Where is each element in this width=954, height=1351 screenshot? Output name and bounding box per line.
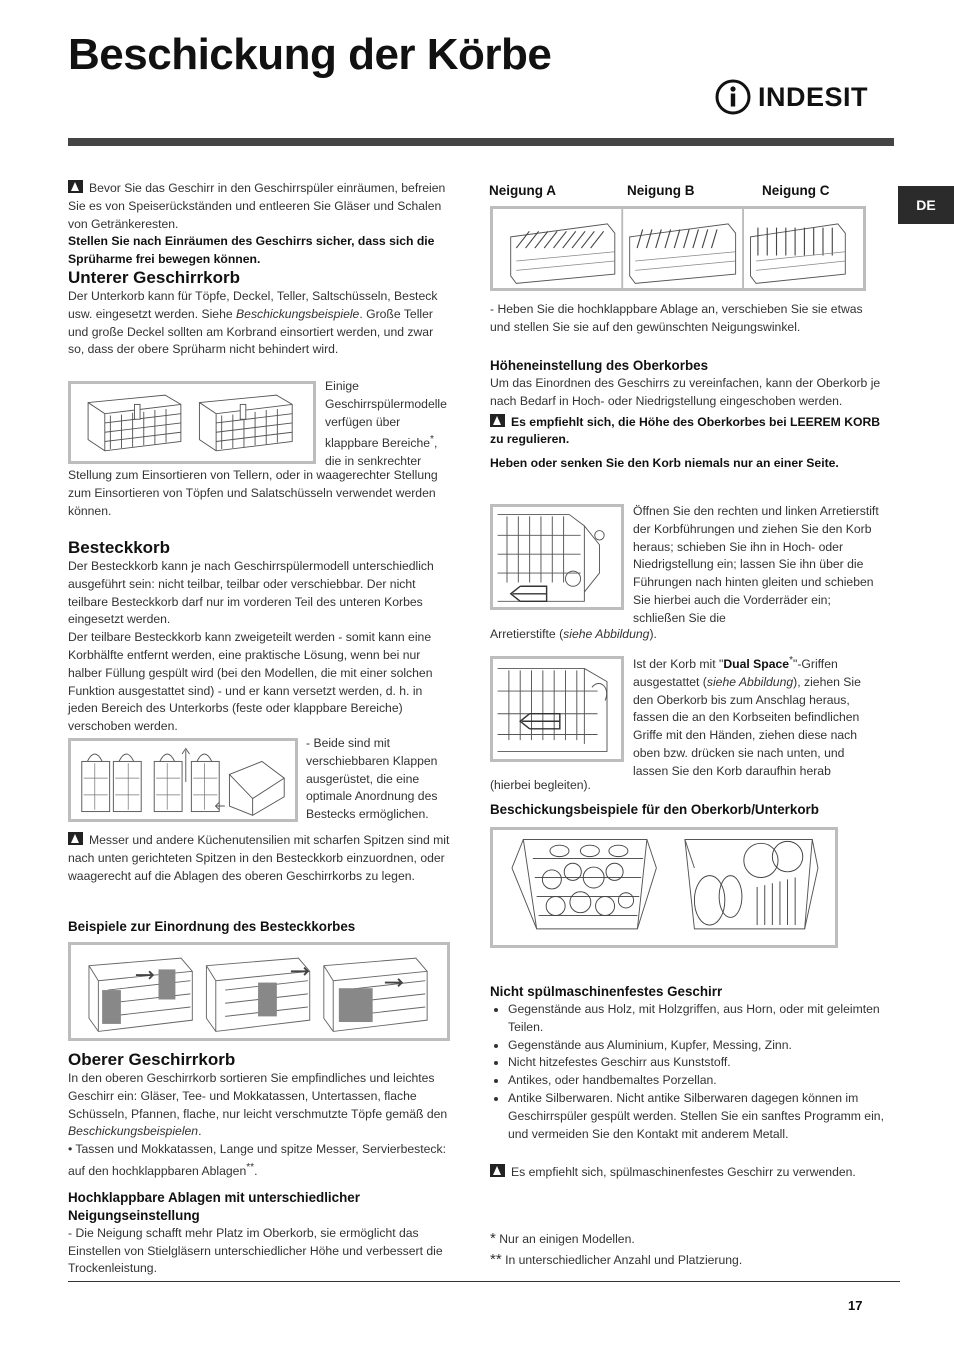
footnote2-text: In unterschiedlicher Anzahl und Platzierung.: [505, 1252, 743, 1267]
indesit-logo: [714, 78, 868, 116]
nicht-warn: [490, 1164, 890, 1182]
oberer-text: In den oberen Geschirrkorb sortieren Sie empfindliches und leichtes Geschirr ein: Gläser, Tee- und Mokkatassen, Untertassen, flache Schüsseln, Pfannen, flache, nur leicht verschmutzte Töpfe gemäß den: [68, 1071, 448, 1121]
footnotes: [490, 1230, 890, 1270]
besteck-text2: Der teilbare Besteckkorb kann zweigeteilt werden - somit kann eine Korbhälfte entfernt werden, eine praktische Lösung, wenn bei nur halber Füllung gespült wird (bei den Modellen, die mit einer solchen Funktion ausgestattet sind) - und er kann versetzt werden, d. h. in jeden Bereich des Unterkorbs (feste oder klappbare Bereiche) verschoben werden.: [68, 630, 433, 734]
oberer-bullet: • Tassen und Mokkatassen, Lange und spitze Messer, Servierbesteck: auf den hochklappbaren Ablagen: [68, 1142, 446, 1179]
besteck-examples-figure: [68, 942, 450, 1041]
unterer-heading: Unterer Geschirrkorb: [68, 268, 240, 287]
oberer-text-italic: Beschickungsbeispielen: [68, 1124, 199, 1139]
hoehe-side2-mark: *: [789, 655, 794, 666]
hoehe-side2-c: ), ziehen Sie den Oberkorb bis zum Anschlag heraus, fassen die an den Korbseiten befindlichen Griffe mit den Händen, ziehen diese nach oben bzw. drücken sie nach unten, und lassen Sie den Korb daraufhin herab: [633, 674, 861, 778]
brand-name: INDESIT: [758, 81, 869, 112]
besteckkorb-drawing: [71, 741, 295, 819]
oberer-section: [68, 1050, 452, 1278]
neigung-drawing: [493, 209, 863, 288]
unterer-side-end: , die in senkrechter: [325, 436, 438, 469]
language-tab: DE: [898, 186, 954, 224]
arretierstift-figure: [490, 504, 624, 610]
nicht-heading: Nicht spülmaschinenfestes Geschirr: [490, 984, 723, 999]
unterer-text-italic: Beschickungsbeispiele: [236, 306, 360, 321]
hoehe-text: Um das Einordnen des Geschirrs zu vereinfachen, kann der Oberkorb je nach Bedarf in Hoch- oder Niedrigstellung eingeschoben werden.: [490, 376, 881, 408]
neigung-b-label: Neigung B: [627, 183, 695, 198]
oberer-heading: Oberer Geschirrkorb: [68, 1050, 236, 1069]
ablagen-text: - Die Neigung schafft mehr Platz im Oberkorb, sie ermöglicht das Einstellen von Stielgläsern unterschiedlicher Höhe und verbessert die Trockenleistung.: [68, 1225, 443, 1276]
besteck-side-text: - Beide sind mit verschiebbaren Klappen ausgerüstet, die eine optimale Anordnung des Bestecks ermöglichen.: [306, 736, 438, 822]
page-title: Beschickung der Körbe: [68, 30, 552, 79]
hoehe-side2-italic: siehe Abbildung: [706, 674, 794, 689]
ablagen-heading: Hochklappbare Ablagen mit unterschiedlicher Neigungseinstellung: [68, 1189, 360, 1223]
oberer-bullet-end: .: [254, 1164, 258, 1179]
dual-space-drawing: [493, 659, 621, 759]
intro-bold: Stellen Sie nach Einräumen des Geschirrs sicher, dass sich die Sprüharme frei bewegen können.: [68, 234, 435, 267]
beispiele-drawing: [493, 830, 835, 945]
list-item: • Nicht hitzefestes Geschirr aus Kunststoff.: [508, 1054, 890, 1072]
warning-icon: [68, 180, 83, 193]
intro-block: [68, 180, 452, 269]
hoehe-cont1-text: Arretierstifte (: [490, 627, 564, 641]
besteck-examples-drawing: [71, 945, 447, 1038]
hoehe-cont1: [490, 626, 884, 644]
unterkorb-drawing: [71, 384, 313, 461]
neigung-a-label: Neigung A: [489, 183, 556, 198]
footnote1-text: Nur an einigen Modellen.: [499, 1232, 635, 1246]
hoehe-heading: Höheneinstellung des Oberkorbes: [490, 358, 709, 373]
hoehe-side2-b: "-Griffen ausgestattet (: [633, 657, 838, 689]
besteck-examples: [68, 918, 452, 936]
header-rule: [68, 138, 894, 146]
unterer-side-text: Einige Geschirrspülermodelle verfügen über klappbare Bereiche: [325, 379, 447, 451]
intro-text: Bevor Sie das Geschirr in den Geschirrspüler einräumen, befreien Sie es von Speiserückständen und entleeren Sie Gläser und Schalen von Getränkeresten.: [68, 181, 446, 231]
neigung-text-block: [490, 301, 884, 337]
neigung-figure: [490, 206, 866, 291]
nicht-section: [490, 983, 890, 1143]
footer-rule: [68, 1281, 900, 1282]
unterer-section: [68, 268, 452, 359]
hoehe-warn-bold: Es empfiehlt sich, die Höhe des Oberkorbes bei LEEREM KORB zu regulieren.: [490, 414, 881, 447]
arretierstift-drawing: [493, 507, 621, 607]
footnote1-mark: *: [490, 1230, 496, 1247]
unterer-text: Der Unterkorb kann für Töpfe, Deckel, Teller, Saltschüsseln, Besteck usw. eingesetzt werden. Siehe: [68, 289, 438, 321]
besteck-warn-text: Messer und andere Küchenutensilien mit scharfen Spitzen sind mit nach unten gerichteten Spitzen in den Besteckkorb einzuordnen, oder waagerecht auf die Ablagen des oberen Geschirrkorbs zu legen.: [68, 833, 450, 883]
oberer-bullet-mark: **: [246, 1161, 255, 1173]
oberer-text-end: .: [198, 1124, 202, 1139]
dual-space-figure: [490, 656, 624, 762]
unterer-text-end: . Große Teller und große Deckel sollten am Korbrand einsortiert werden, und zwar so, dass der obere Sprüharm nicht behindert wird.: [68, 306, 434, 357]
footnote2-mark: **: [490, 1250, 502, 1268]
warning-icon: [490, 1164, 505, 1177]
nicht-warn-text: Es empfiehlt sich, spülmaschinenfestes Geschirr zu verwenden.: [511, 1165, 856, 1179]
unterer-cont: [68, 467, 452, 520]
unterer-side: Einige Geschirrspülermodelle verfügen über klappbare Bereiche*, die in senkrechter: [325, 379, 447, 469]
list-item: • Gegenstände aus Holz, mit Holzgriffen, aus Horn, oder mit geleimten Teilen.: [508, 1001, 890, 1037]
neigung-text: - Heben Sie die hochklappbare Ablage an, verschieben Sie sie etwas und stellen Sie sie auf den gewünschten Neigungswinkel.: [490, 302, 863, 334]
hoehe-cont2-text: (hierbei begleiten).: [490, 778, 591, 792]
hoehe-side1-text: Öffnen Sie den rechten und linken Arretierstift der Korbführungen und ziehen Sie den Korb heraus; schieben Sie ihn in Hoch- oder Niedrigstellung ein; lassen Sie ihn über die Führungen nach hinten gleiten und schieben Sie hierbei auch die Vorderräder ein; schließen Sie die: [633, 504, 879, 625]
beispiele-heading: Beschickungsbeispiele für den Oberkorb/Unterkorb: [490, 802, 819, 817]
warning-icon: [68, 832, 83, 845]
beispiele-figure: [490, 827, 838, 948]
besteck-section: [68, 538, 452, 736]
nicht-list: [490, 1001, 890, 1143]
unterer-cont-text: Stellung zum Einsortieren von Tellern, oder in waagerechter Stellung zum Einsortieren von Töpfen und Salatschüsseln verwendet werden können.: [68, 468, 438, 518]
beispiele-section: [490, 801, 900, 819]
besteckkorb-figure: [68, 738, 298, 822]
warning-icon: [490, 414, 505, 427]
hoehe-cont1-italic: siehe Abbildung: [563, 627, 650, 641]
besteck-heading: Besteckkorb: [68, 538, 171, 557]
hoehe-cont2: [490, 777, 884, 795]
hoehe-bold2: Heben oder senken Sie den Korb niemals nur an einer Seite.: [490, 456, 839, 471]
list-item: • Gegenstände aus Aluminium, Kupfer, Messing, Zinn.: [508, 1037, 890, 1055]
list-item: • Antikes, oder handbemaltes Porzellan.: [508, 1072, 890, 1090]
besteck-warn: [68, 832, 452, 885]
hoehe-side1: [633, 503, 883, 628]
hoehe-side2-a: Ist der Korb mit ": [633, 657, 724, 672]
hoehe-cont1-end: ).: [649, 627, 657, 641]
list-item: • Antike Silberwaren. Nicht antike Silberwaren dagegen können im Geschirrspüler gespült werden. Stellen Sie ein sanftes Programm ein, und vermeiden Sie den Kontakt mit anderem Metall.: [508, 1090, 890, 1143]
indesit-logo-icon: [714, 78, 752, 116]
page-number: 17: [848, 1298, 863, 1313]
neigung-c-label: Neigung C: [762, 183, 830, 198]
dual-space-label: Dual Space: [723, 657, 790, 672]
besteck-side: [306, 735, 456, 824]
hoehe-section: [490, 357, 884, 473]
besteck-text1: Der Besteckkorb kann je nach Geschirrspülermodell unterschiedlich ausgeführt sein: nicht teilbar, teilbar oder verschiebbar. Der nicht teilbare Besteckkorb darf nur im vorderen Teil des unteren Korbes eingesetzt werden.: [68, 559, 434, 627]
hoehe-side2: [633, 652, 883, 781]
besteck-examples-heading: Beispiele zur Einordnung des Besteckkorbes: [68, 919, 356, 934]
unterkorb-figure: [68, 381, 316, 464]
